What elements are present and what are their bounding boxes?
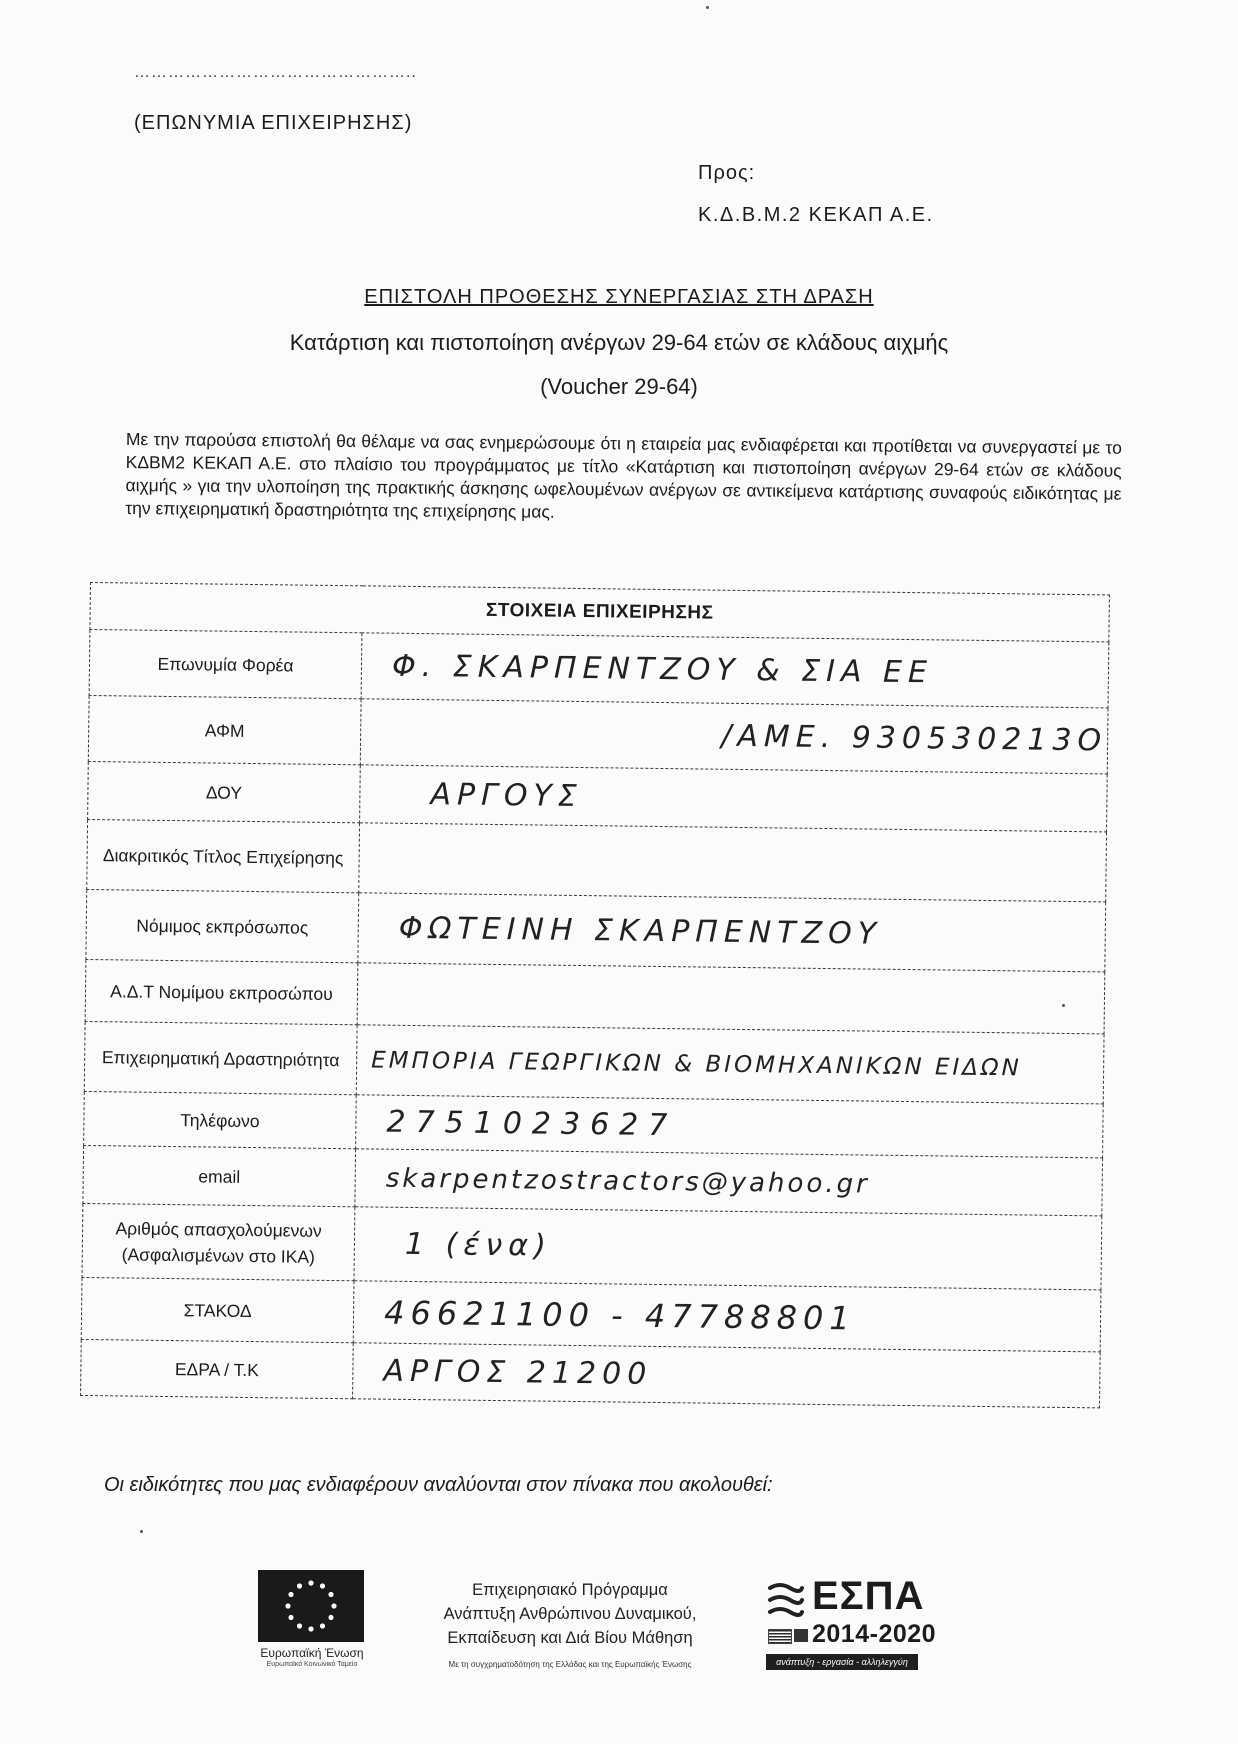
table-row [87, 819, 1107, 901]
espa-tagline: ανάπτυξη - εργασία - αλληλεγγύη [766, 1654, 918, 1670]
row-label: Επωνυμία Φορέα [89, 630, 362, 699]
row-value [359, 823, 1107, 902]
document-subtitle: Κατάρτιση και πιστοποίηση ανέργων 29-64 ετών σε κλάδους αιχμής [289, 330, 949, 355]
op-line: Επιχειρησιακό Πρόγραμμα [472, 1581, 668, 1599]
espa-logo [760, 1572, 940, 1672]
table-row [84, 1021, 1104, 1103]
scan-speck [140, 1530, 143, 1533]
row-label: ΑΦΜ [88, 695, 361, 764]
op-line: Εκπαίδευση και Διά Βίου Μάθηση [447, 1629, 693, 1647]
row-label: ΕΔΡΑ / Τ.Κ [81, 1339, 354, 1398]
row-value: skarpentzostractors@yahoo.gr [355, 1149, 1103, 1216]
row-label: Αριθμός απασχολούμενων (Ασφαλισμένων στο ΙΚΑ) [82, 1203, 355, 1280]
espa-waves-icon [766, 1580, 806, 1624]
greek-flag-icon [768, 1629, 792, 1644]
row-value: ΑΡΓΟΣ 21200 [353, 1343, 1101, 1408]
op-line: Ανάπτυξη Ανθρώπινου Δυναμικού, [443, 1605, 697, 1623]
scan-speck [706, 6, 709, 9]
to-label: Προς: [698, 162, 756, 184]
intro-paragraph: Με την παρούσα επιστολή θα θέλαμε να σας ενημερώσουμε ότι η εταιρεία μας ενδιαφέρεται και προτίθεται να συνεργαστεί με το ΚΔΒΜ2 ΚΕΚΑΠ Α.Ε. στο πλαίσιο του προγράμματος με τίτλο «Κατάρτιση και πιστοποίηση ανέργων 29-64 ετών σε κλάδους αιχμής » για την υλοποίηση της πρακτικής άσκησης ωφελουμένων ανέργων σε αντικείμενα κατάρτισης συναφούς ειδικότητας με την επιχειρηματική δραστηριότητα της επιχείρησης μας. [125, 428, 1122, 522]
row-label: email [83, 1145, 356, 1206]
eu-subcaption: Ευρωπαϊκό Κοινωνικό Ταμείο [266, 1661, 358, 1668]
company-name-dotted-line: ………………………………………….. [134, 64, 417, 81]
row-value: Φ. ΣΚΑΡΠΕΝΤΖΟΥ & ΣΙΑ ΕΕ [361, 633, 1109, 708]
cofunding-note: Με τη συγχρηματοδότηση της Ελλάδας και της Ευρωπαϊκής Ένωσης [448, 1660, 692, 1669]
operational-programme-text [400, 1578, 740, 1650]
eu-caption: Ευρωπαϊκή Ένωση [260, 1646, 364, 1660]
table-row [82, 1203, 1102, 1289]
recipient-name: Κ.Δ.Β.Μ.2 ΚΕΚΑΠ Α.Ε. [698, 204, 934, 226]
scan-speck [1062, 1004, 1065, 1007]
row-value [357, 963, 1105, 1034]
row-value: ΑΡΓΟΥΣ [360, 765, 1108, 832]
row-value: ΦΩΤΕΙΝΗ ΣΚΑΡΠΕΝΤΖΟΥ [358, 893, 1106, 972]
row-label: Α.Δ.Τ Νομίμου εκπροσώπου [85, 959, 358, 1024]
row-label: ΔΟΥ [88, 761, 361, 822]
document-title: ΕΠΙΣΤΟΛΗ ΠΡΟΘΕΣΗΣ ΣΥΝΕΡΓΑΣΙΑΣ ΣΤΗ ΔΡΑΣΗ [364, 286, 874, 308]
company-name-label: (ΕΠΩΝΥΜΙΑ ΕΠΙΧΕΙΡΗΣΗΣ) [134, 112, 413, 134]
row-label: ΣΤΑΚΟΔ [81, 1277, 354, 1342]
row-label: Τηλέφωνο [84, 1091, 357, 1148]
espa-title: ΕΣΠΑ [812, 1574, 925, 1618]
espa-years: 2014-2020 [812, 1620, 937, 1648]
table-row [89, 630, 1109, 708]
closing-sentence: Οι ειδικότητες που μας ενδιαφέρουν αναλύονται στον πίνακα που ακολουθεί: [104, 1474, 773, 1496]
table-heading: ΣΤΟΙΧΕΙΑ ΕΠΙΧΕΙΡΗΣΗΣ [90, 583, 1109, 642]
eu-stars-icon [258, 1570, 364, 1642]
row-label: Διακριτικός Τίτλος Επιχείρησης [87, 819, 360, 892]
table-row [88, 695, 1108, 773]
row-value: ΕΜΠΟΡΙΑ ΓΕΩΡΓΙΚΩΝ & ΒΙΟΜΗΧΑΝΙΚΩΝ ΕΙΔΩΝ [356, 1025, 1104, 1104]
eu-flag-logo [258, 1570, 364, 1642]
row-value: 1 (ένα) [354, 1207, 1102, 1290]
table-row [86, 889, 1106, 971]
footer-logos [0, 1560, 1238, 1680]
table-row [81, 1339, 1101, 1407]
document-voucher-label: (Voucher 29-64) [540, 374, 698, 399]
eu-mini-flag-icon [794, 1629, 808, 1642]
row-value: 46621100 - 47788801 [353, 1281, 1101, 1352]
row-label: Επιχειρηματική Δραστηριότητα [84, 1021, 357, 1094]
business-details-table [80, 582, 1110, 1408]
row-value: /ΑΜΕ. 930530213Ο [360, 699, 1108, 774]
row-label: Νόμιμος εκπρόσωπος [86, 889, 359, 962]
row-value: 2751023627 [356, 1095, 1104, 1158]
